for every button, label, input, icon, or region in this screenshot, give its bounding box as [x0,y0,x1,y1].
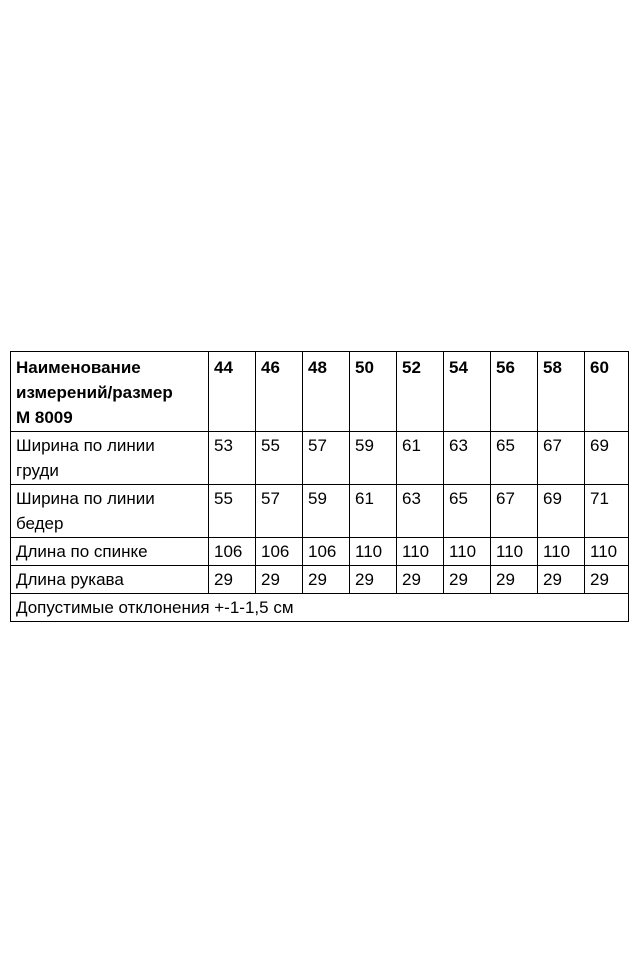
row-label-line: Ширина по линии [16,489,155,508]
value-cell: 106 [303,538,350,566]
row-label-line: Ширина по линии [16,436,155,455]
value-cell: 65 [444,485,491,538]
value-cell: 61 [397,432,444,485]
value-cell: 71 [585,485,629,538]
size-header-cell: 44 [209,352,256,432]
value-cell: 29 [397,566,444,594]
value-cell: 110 [397,538,444,566]
size-header-cell: 56 [491,352,538,432]
value-cell: 29 [585,566,629,594]
value-cell: 29 [256,566,303,594]
header-label-line: измерений/размер [16,383,173,402]
row-label-cell [11,432,209,485]
value-cell: 110 [444,538,491,566]
note-row [11,594,629,622]
header-label-cell [11,352,209,432]
table-row [11,538,629,566]
value-cell: 63 [444,432,491,485]
row-label-cell [11,485,209,538]
value-cell: 29 [303,566,350,594]
row-label-line: Длина по спинке [16,542,148,561]
row-label-line: Длина рукава [16,570,124,589]
size-header-cell: 58 [538,352,585,432]
value-cell: 57 [303,432,350,485]
value-cell: 29 [444,566,491,594]
value-cell: 29 [538,566,585,594]
table-row [11,432,629,485]
table-row [11,566,629,594]
value-cell: 110 [491,538,538,566]
table-row [11,485,629,538]
size-header-cell: 52 [397,352,444,432]
value-cell: 59 [303,485,350,538]
value-cell: 110 [585,538,629,566]
value-cell: 29 [350,566,397,594]
value-cell: 61 [350,485,397,538]
value-cell: 110 [538,538,585,566]
size-header-cell: 50 [350,352,397,432]
value-cell: 106 [256,538,303,566]
value-cell: 59 [350,432,397,485]
value-cell: 53 [209,432,256,485]
value-cell: 55 [256,432,303,485]
value-cell: 29 [491,566,538,594]
row-label-line: груди [16,461,59,480]
value-cell: 67 [538,432,585,485]
value-cell: 63 [397,485,444,538]
header-row [11,352,629,432]
header-label-line: Наименование [16,358,141,377]
value-cell: 67 [491,485,538,538]
value-cell: 69 [538,485,585,538]
row-label-cell [11,538,209,566]
value-cell: 110 [350,538,397,566]
size-header-cell: 48 [303,352,350,432]
value-cell: 106 [209,538,256,566]
row-label-line: бедер [16,514,64,533]
value-cell: 65 [491,432,538,485]
size-chart-table [10,351,629,622]
size-header-cell: 54 [444,352,491,432]
tolerance-note: Допустимые отклонения +-1-1,5 см [11,594,629,622]
value-cell: 55 [209,485,256,538]
value-cell: 57 [256,485,303,538]
header-label-line: М 8009 [16,408,73,427]
size-header-cell: 60 [585,352,629,432]
size-header-cell: 46 [256,352,303,432]
value-cell: 69 [585,432,629,485]
row-label-cell [11,566,209,594]
value-cell: 29 [209,566,256,594]
